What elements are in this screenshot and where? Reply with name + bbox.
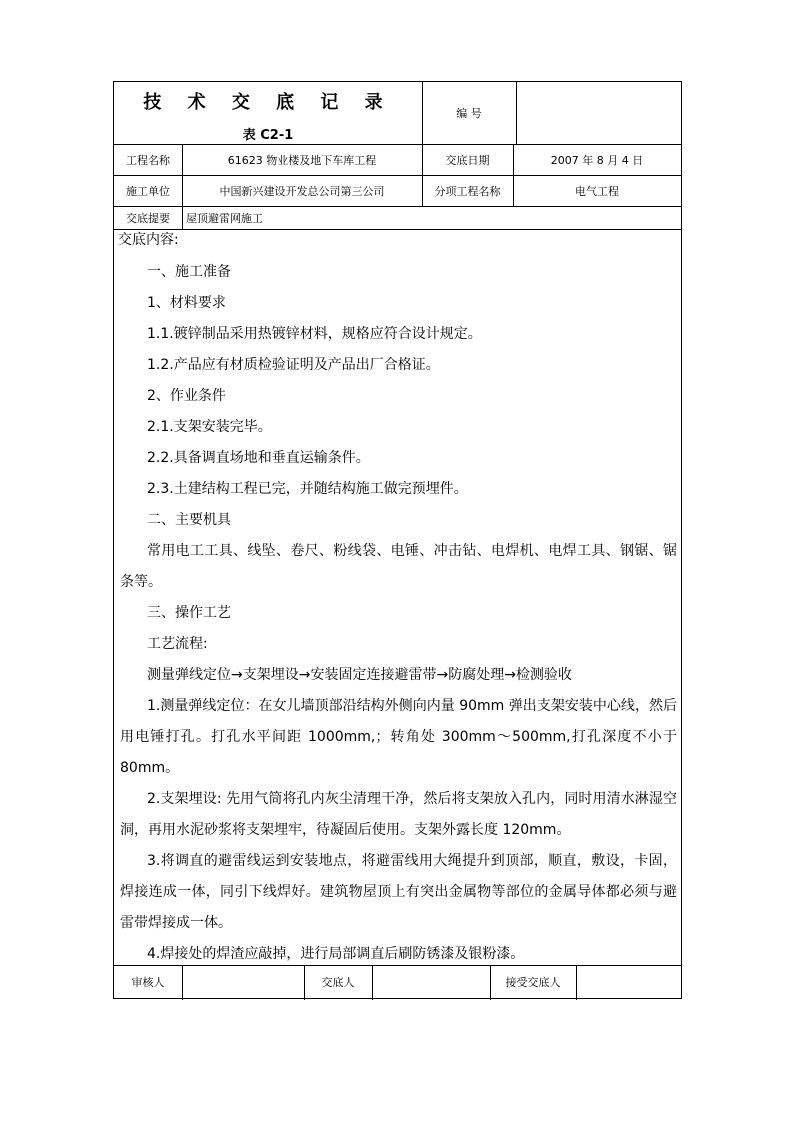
content-line: 三、操作工艺 (147, 605, 231, 621)
content-line: 1、材料要求 (147, 295, 226, 311)
content-line: 2.1.支架安装完毕。 (147, 419, 272, 435)
reviewer-value[interactable] (182, 965, 304, 998)
summary-label: 交底提要 (126, 211, 170, 225)
form-code: 表 C2-1 (242, 128, 294, 143)
sub-project-value[interactable]: 电气工程 (575, 184, 619, 198)
summary-value[interactable]: 屋顶避雷网施工 (186, 211, 263, 225)
disclosure-content (114, 231, 681, 965)
discloser-label: 交底人 (321, 975, 355, 989)
date-value[interactable]: 2007 年 8 月 4 日 (550, 153, 644, 167)
receiver-value[interactable] (576, 965, 681, 998)
content-paragraph: 常用电工工具、线坠、卷尺、粉线袋、电锤、冲击钻、电焊机、电焊工具、钢锯、锯条等。 (120, 543, 677, 590)
discloser-value[interactable] (372, 965, 490, 998)
content-line: 2、作业条件 (147, 388, 226, 404)
content-paragraph: 2.支架埋设: 先用气筒将孔内灰尘清理干净，然后将支架放入孔内，同时用清水淋湿空洞，再用水泥砂浆将支架埋牢，待凝固后使用。支架外露长度 120mm。 (120, 791, 677, 838)
contractor-value[interactable]: 中国新兴建设开发总公司第三公司 (219, 184, 385, 198)
divider (114, 229, 681, 230)
content-line: 测量弹线定位→支架埋设→安装固定连接避雷带→防腐处理→检测验收 (147, 667, 572, 683)
sub-project-label: 分项工程名称 (434, 184, 501, 198)
project-name-label: 工程名称 (126, 153, 170, 167)
number-label: 编 号 (456, 107, 482, 120)
content-paragraph: 3.将调直的避雷线运到安装地点，将避雷线用大绳提升到顶部，顺直，敷设，卡固，焊接连成一体，同引下线焊好。建筑物屋顶上有突出金属物等部位的金属导体都必须与避雷带焊接成一体。 (120, 853, 677, 931)
content-line: 工艺流程: (147, 636, 208, 652)
contractor-label: 施工单位 (126, 184, 170, 198)
content-lead: 交底内容: (118, 232, 179, 248)
number-value[interactable] (516, 82, 681, 144)
content-line: 2.2.具备调直场地和垂直运输条件。 (147, 450, 370, 466)
content-paragraph: 4.焊接处的焊渣应敲掉，进行局部调直后刷防锈漆及银粉漆。 (147, 946, 525, 962)
content-paragraph: 1.测量弹线定位：在女儿墙顶部沿结构外侧向内量 90mm 弹出支架安装中心线，然后用电锤打孔。打孔水平间距 1000mm,；转角处 300mm～500mm,打孔深度不小于 80mm。 (120, 698, 677, 776)
content-line: 1.2.产品应有材质检验证明及产品出厂合格证。 (147, 357, 440, 373)
reviewer-label: 审核人 (131, 975, 165, 989)
form-title: 技 术 交 底 记 录 (143, 92, 393, 113)
date-label: 交底日期 (445, 153, 490, 167)
receiver-label: 接受交底人 (505, 975, 561, 989)
disclosure-form (113, 81, 682, 999)
project-name-value[interactable]: 61623 物业楼及地下车库工程 (227, 153, 377, 167)
content-line: 1.1.镀锌制品采用热镀锌材料，规格应符合设计规定。 (147, 326, 482, 342)
content-line: 二、主要机具 (147, 512, 231, 528)
content-line: 2.3.土建结构工程已完，并随结构施工做完预埋件。 (147, 481, 468, 497)
content-line: 一、施工准备 (147, 264, 231, 280)
